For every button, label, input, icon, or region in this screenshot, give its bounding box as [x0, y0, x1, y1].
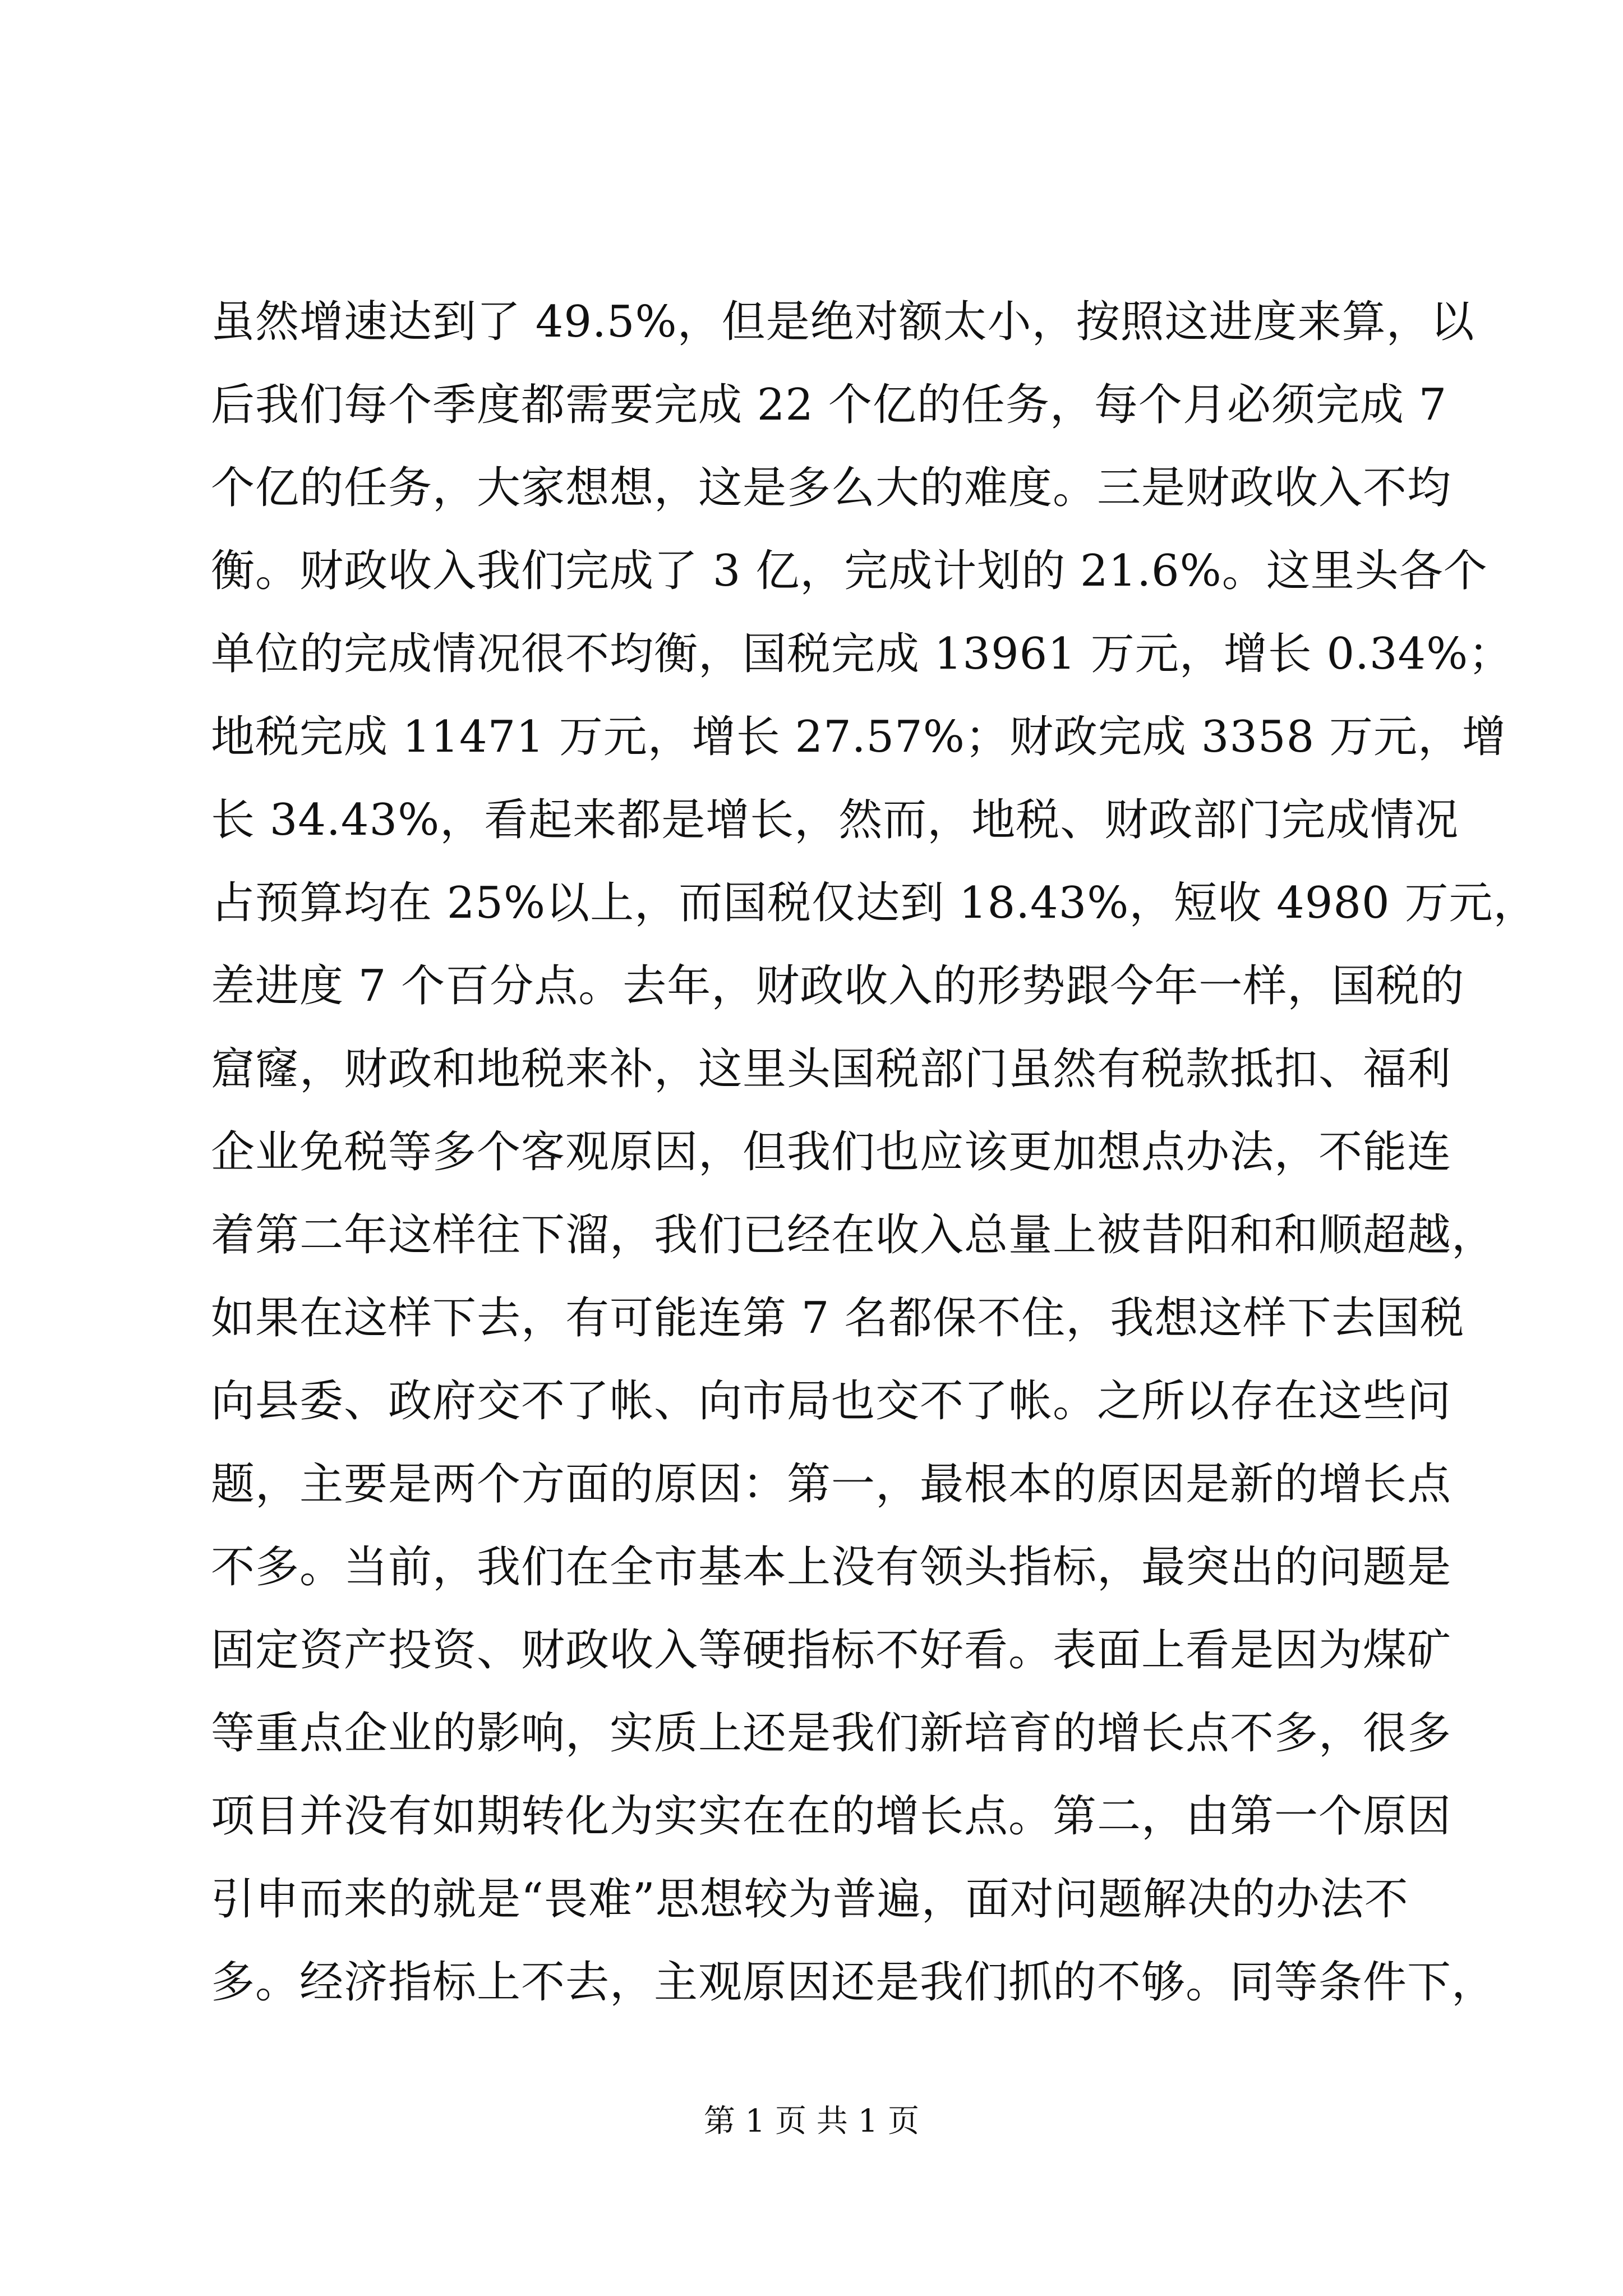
text-line: 向县委、政府交不了帐、向市局也交不了帐。之所以存在这些问 — [211, 1376, 1452, 1427]
text-line: 多。经济指标上不去，主观原因还是我们抓的不够。同等条件下， — [211, 1957, 1496, 2008]
text-line: 长 34.43%，看起来都是增长，然而，地税、财政部门完成情况 — [211, 795, 1459, 845]
text-line: 如果在这样下去，有可能连第 7 名都保不住，我想这样下去国税 — [211, 1293, 1465, 1343]
text-line: 差进度 7 个百分点。去年，财政收入的形势跟今年一样，国税的 — [211, 961, 1465, 1011]
page-number-label: 第 1 页 共 1 页 — [703, 2103, 920, 2139]
text-line: 固定资产投资、财政收入等硬指标不好看。表面上看是因为煤矿 — [211, 1625, 1452, 1676]
text-line: 等重点企业的影响，实质上还是我们新培育的增长点不多，很多 — [211, 1708, 1452, 1759]
text-line: 不多。当前，我们在全市基本上没有领头指标，最突出的问题是 — [211, 1542, 1452, 1593]
text-line: 占预算均在 25%以上，而国税仅达到 18.43%，短收 4980 万元， — [211, 878, 1538, 928]
body-text — [211, 280, 1538, 2024]
text-line: 项目并没有如期转化为实实在在的增长点。第二，由第一个原因 — [211, 1791, 1452, 1842]
text-line: 引申而来的就是“畏难”思想较为普遍，面对问题解决的办法不 — [211, 1874, 1409, 1925]
text-line: 单位的完成情况很不均衡，国税完成 13961 万元，增长 0.34%； — [211, 629, 1513, 679]
text-line: 着第二年这样往下溜，我们已经在收入总量上被昔阳和和顺超越， — [211, 1210, 1496, 1260]
text-line: 地税完成 11471 万元，增长 27.57%；财政完成 3358 万元，增 — [211, 712, 1507, 762]
text-line: 虽然增速达到了 49.5%，但是绝对额太小，按照这进度来算，以 — [211, 297, 1475, 347]
text-line: 企业免税等多个客观原因，但我们也应该更加想点办法，不能连 — [211, 1127, 1452, 1177]
text-line: 衡。财政收入我们完成了 3 亿，完成计划的 21.6%。这里头各个 — [211, 546, 1488, 596]
page-footer — [0, 2099, 1623, 2144]
text-line: 个亿的任务，大家想想，这是多么大的难度。三是财政收入不均 — [211, 463, 1452, 513]
text-line: 窟窿，财政和地税来补，这里头国税部门虽然有税款抵扣、福利 — [211, 1044, 1452, 1094]
text-line: 后我们每个季度都需要完成 22 个亿的任务，每个月必须完成 7 — [211, 380, 1447, 430]
text-line: 题，主要是两个方面的原因：第一，最根本的原因是新的增长点 — [211, 1459, 1452, 1510]
